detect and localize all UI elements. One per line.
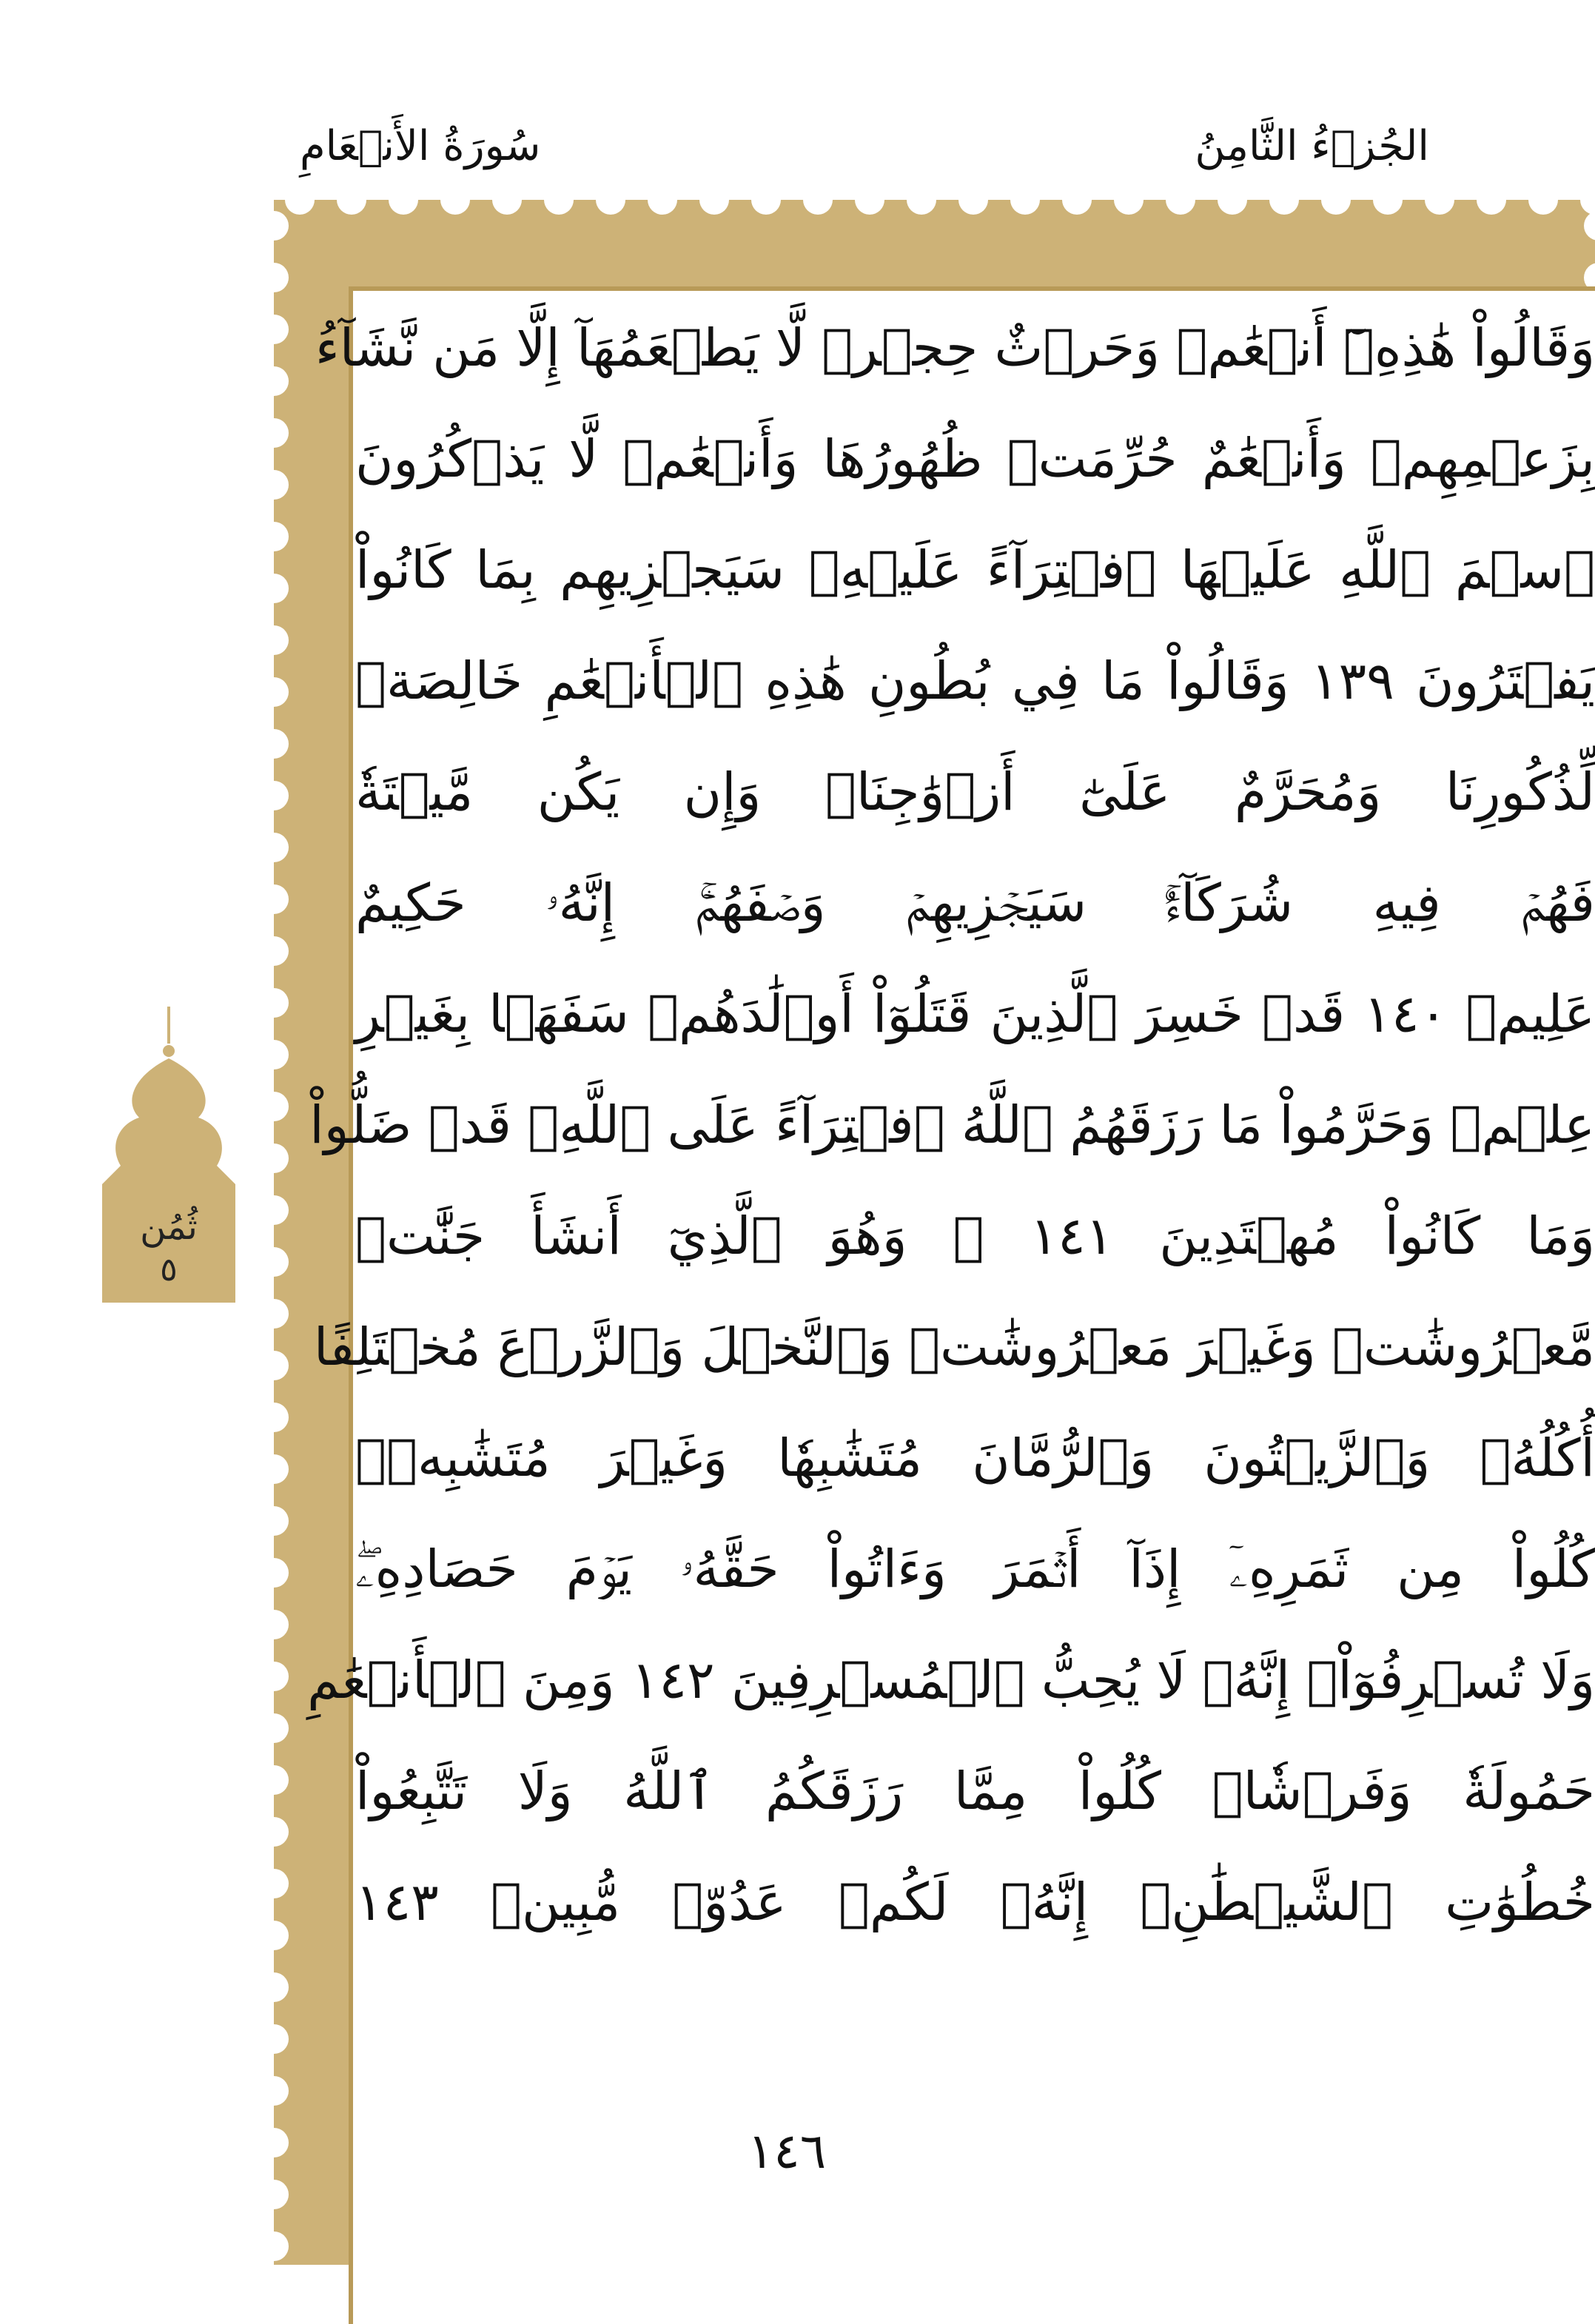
text-line: عِلۡمٖ وَحَرَّمُواْ مَا رَزَقَهُمُ ٱللَّهُ ٱفۡتِرَآءً عَلَى ٱللَّهِۚ قَدۡ ضَلُّواْ: [309, 1095, 1595, 1155]
frame-scallop: [259, 263, 289, 292]
frame-scallop: [648, 185, 677, 215]
text-line: فَهُمۡ فِيهِ شُرَكَآءُۚ سَيَجۡزِيهِمۡ وَصۡفَهُمۡۚ إِنَّهُۥ حَكِيمٌ: [355, 873, 1595, 933]
text-line: خُطُوَٰتِ ٱلشَّيۡطَٰنِۚ إِنَّهُۥ لَكُمۡ عَدُوّٞ مُّبِينٞ ١٤٣: [355, 1872, 1595, 1932]
text-line: كُلُواْ مِن ثَمَرِهِۦٓ إِذَآ أَثۡمَرَ وَءَاتُواْ حَقَّهُۥ يَوۡمَ حَصَادِهِۦۖ: [355, 1539, 1595, 1599]
frame-scallop: [259, 211, 289, 241]
text-line: حَمُولَةٗ وَفَرۡشٗاۚ كُلُواْ مِمَّا رَزَقَكُمُ ٱللَّهُ وَلَا تَتَّبِعُواْ: [355, 1761, 1595, 1821]
text-line: أُكُلُهُۥ وَٱلزَّيۡتُونَ وَٱلرُّمَّانَ مُتَشَٰبِهٗا وَغَيۡرَ مُتَشَٰبِهٖۚ: [355, 1428, 1595, 1488]
frame-scallop: [259, 574, 289, 603]
frame-scallop: [803, 185, 833, 215]
frame-scallop: [259, 1195, 289, 1225]
frame-scallop: [544, 185, 574, 215]
frame-scallop: [259, 315, 289, 344]
text-line: بِزَعۡمِهِمۡ وَأَنۡعَٰمٌ حُرِّمَتۡ ظُهُورُهَا وَأَنۡعَٰمٞ لَّا يَذۡكُرُونَ: [355, 429, 1595, 489]
frame-scallop: [259, 418, 289, 448]
frame-scallop: [1010, 185, 1040, 215]
frame-scallop: [1321, 185, 1351, 215]
hizb-label: ثُمُن: [140, 1206, 198, 1248]
frame-scallop: [440, 185, 470, 215]
text-line: وَمَا كَانُواْ مُهۡتَدِينَ ١٤١ ۞ وَهُوَ ٱلَّذِيٓ أَنشَأَ جَنَّٰتٖ: [355, 1206, 1595, 1266]
frame-scallop: [259, 1972, 289, 2002]
frame-scallop: [1373, 185, 1403, 215]
frame-scallop: [259, 1454, 289, 1484]
frame-scallop: [285, 185, 315, 215]
frame-scallop: [259, 1351, 289, 1380]
frame-scallop: [259, 2231, 289, 2261]
frame-scallop: [259, 1921, 289, 1950]
frame-scallop: [259, 677, 289, 707]
frame-scallop: [259, 781, 289, 810]
frame-scallop: [492, 185, 522, 215]
frame-scallop: [259, 729, 289, 759]
frame-scallop: [1166, 185, 1195, 215]
frame-scallop: [259, 1765, 289, 1795]
text-line: مَّعۡرُوشَٰتٖ وَغَيۡرَ مَعۡرُوشَٰتٖ وَٱلنَّخۡلَ وَٱلزَّرۡعَ مُخۡتَلِفًا: [313, 1317, 1595, 1377]
frame-scallop: [1269, 185, 1299, 215]
frame-scallop: [259, 1662, 289, 1691]
frame-scallop: [259, 2076, 289, 2106]
frame-scallop: [855, 185, 884, 215]
text-line: عَلِيمٞ ١٤٠ قَدۡ خَسِرَ ٱلَّذِينَ قَتَلُوٓاْ أَوۡلَٰدَهُمۡ سَفَهَۢا بِغَيۡرِ: [355, 984, 1595, 1044]
frame-scallop: [259, 625, 289, 655]
frame-scallop: [337, 185, 366, 215]
frame-scallop: [907, 185, 936, 215]
frame-scallop: [259, 1143, 289, 1173]
text-line: وَقَالُواْ هَٰذِهِۦٓ أَنۡعَٰمٞ وَحَرۡثٌ حِجۡرٞ لَّا يَطۡعَمُهَآ إِلَّا مَن نَّشَآءُ: [315, 318, 1595, 378]
text-line: يَفۡتَرُونَ ١٣٩ وَقَالُواْ مَا فِي بُطُونِ هَٰذِهِ ٱلۡأَنۡعَٰمِ خَالِصَةٞ: [355, 651, 1595, 711]
frame-scallop: [259, 1610, 289, 1639]
text-line: لِّذُكُورِنَا وَمُحَرَّمٌ عَلَىٰٓ أَزۡوَٰجِنَاۖ وَإِن يَكُن مَّيۡتَةٗ: [355, 762, 1595, 822]
text-line: ٱسۡمَ ٱللَّهِ عَلَيۡهَا ٱفۡتِرَآءً عَلَيۡهِۚ سَيَجۡزِيهِم بِمَا كَانُواْ: [355, 540, 1595, 600]
frame-scallop: [596, 185, 625, 215]
frame-scallop: [259, 1040, 289, 1069]
frame-scallop: [259, 1403, 289, 1432]
frame-scallop: [259, 366, 289, 396]
frame-scallop: [751, 185, 781, 215]
frame-scallop: [1425, 185, 1454, 215]
frame-scallop: [1114, 185, 1144, 215]
frame-scallop: [259, 2024, 289, 2054]
surah-header: سُورَةُ الأَنۡعَامِ: [300, 122, 541, 170]
hizb-number: ٥: [160, 1251, 178, 1289]
frame-scallop: [259, 1506, 289, 1536]
frame-scallop: [259, 1092, 289, 1121]
frame-scallop: [259, 833, 289, 862]
frame-scallop: [1218, 185, 1247, 215]
hizb-marker-badge: [102, 1007, 235, 1303]
juz-header: الجُزۡءُ الثَّامِنُ: [1195, 122, 1429, 170]
frame-scallop: [259, 1713, 289, 1743]
frame-scallop: [259, 1299, 289, 1329]
frame-scallop: [958, 185, 988, 215]
frame-scallop: [259, 936, 289, 966]
frame-scallop: [1477, 185, 1506, 215]
frame-scallop: [259, 1247, 289, 1277]
frame-scallop: [259, 988, 289, 1018]
frame-scallop: [259, 1869, 289, 1898]
frame-scallop: [259, 1558, 289, 1588]
frame-scallop: [259, 2180, 289, 2209]
frame-scallop: [1528, 185, 1558, 215]
page-number: ١٤٦: [747, 2123, 827, 2180]
frame-scallop: [1062, 185, 1092, 215]
frame-scallop: [259, 1817, 289, 1847]
frame-scallop: [699, 185, 729, 215]
text-line: وَلَا تُسۡرِفُوٓاْۚ إِنَّهُۥ لَا يُحِبُّ ٱلۡمُسۡرِفِينَ ١٤٢ وَمِنَ ٱلۡأَنۡعَٰمِ: [307, 1650, 1595, 1710]
quran-text-area: [307, 292, 1595, 2324]
frame-scallop: [259, 470, 289, 500]
frame-scallop: [259, 522, 289, 551]
frame-scallop: [259, 884, 289, 914]
frame-scallop: [389, 185, 418, 215]
